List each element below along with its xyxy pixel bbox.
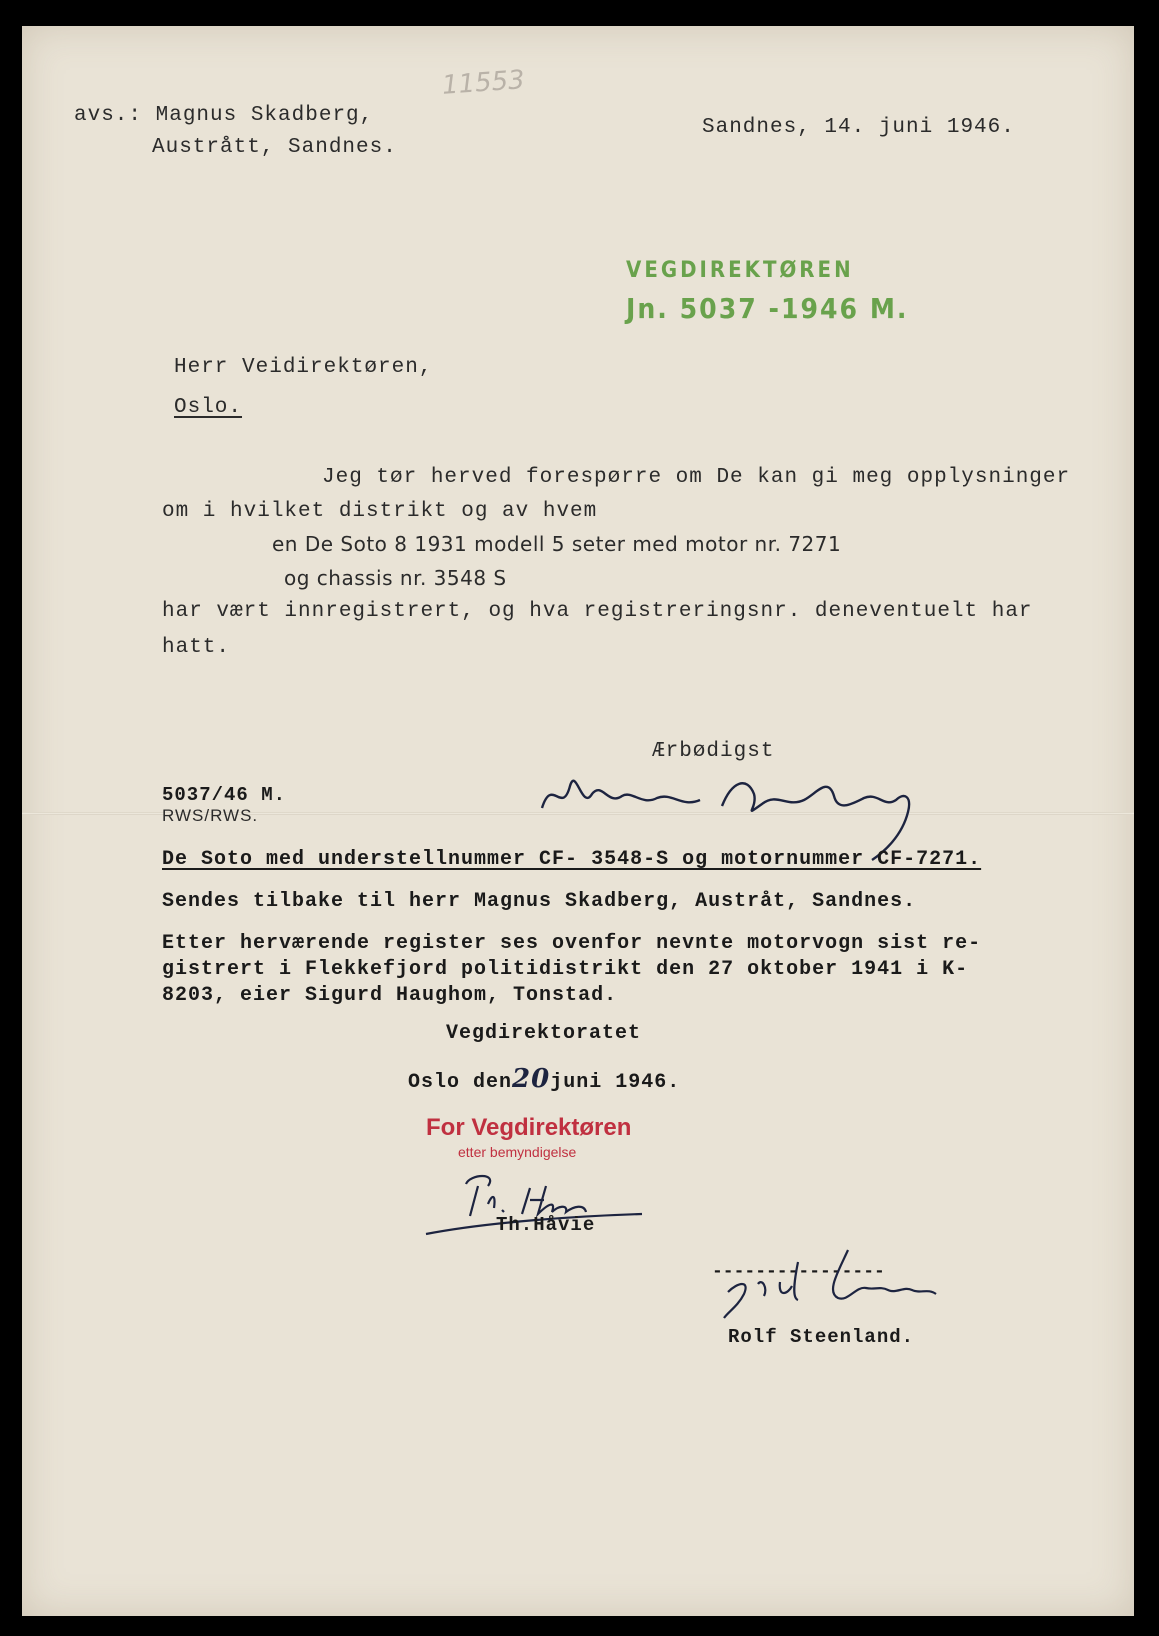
signature-line: ----------------: [712, 1262, 885, 1282]
reply-reference-2: RWS/RWS.: [162, 806, 259, 825]
sender-line-1: avs.: Magnus Skadberg,: [74, 104, 374, 127]
reply-date-prefix: Oslo den: [408, 1071, 513, 1094]
stamp-title: VEGDIREKTØREN: [626, 258, 854, 283]
date-line: Sandnes, 14. juni 1946.: [702, 116, 1015, 139]
reply-subject: De Soto med understellnummer CF- 3548-S og motornummer CF-7271.: [162, 848, 982, 871]
recipient-line-2: Oslo.: [174, 396, 243, 419]
archive-number: 11553: [441, 65, 526, 101]
reply-date: [408, 1064, 680, 1094]
body-line-6: hatt.: [162, 636, 231, 659]
red-stamp-title: For Vegdirektøren: [426, 1114, 632, 1141]
body-line-4: og chassis nr. 3548 S: [284, 566, 507, 590]
steenland-name: Rolf Steenland.: [728, 1326, 915, 1348]
reply-reference-1: 5037/46 M.: [162, 784, 287, 806]
reply-line-4: 8203, eier Sigurd Haughom, Tonstad.: [162, 984, 618, 1007]
sender-signature-text: Magnus Skadberg.: [572, 836, 582, 837]
havie-signature-text: Th. Hävie: [418, 1164, 424, 1165]
body-line-1: Jeg tør herved forespørre om De kan gi meg opplysninger: [322, 466, 1071, 489]
reply-line-1: Sendes tilbake til herr Magnus Skadberg, Austråt, Sandnes.: [162, 890, 917, 913]
body-line-2: om i hvilket distrikt og av hvem: [162, 500, 598, 523]
recipient-line-1: Herr Veidirektøren,: [174, 356, 433, 379]
sender-line-2: Austrått, Sandnes.: [152, 136, 397, 159]
reply-organization: Vegdirektoratet: [446, 1022, 642, 1045]
closing: Ærbødigst: [652, 740, 775, 763]
body-line-3: en De Soto 8 1931 modell 5 seter med motor nr. 7271: [272, 532, 842, 556]
stamp-journal-number: Jn. 5037 -1946 M.: [626, 292, 909, 325]
body-line-5: har vært innregistrert, og hva registreringsnr. deneventuelt har: [162, 600, 1033, 623]
reply-line-2: Etter herværende register ses ovenfor nevnte motorvogn sist re-: [162, 932, 982, 955]
steenland-signature-text: Rolf Steenland: [698, 1242, 707, 1243]
letter-page: [22, 26, 1134, 1616]
reply-date-day: 20: [512, 1064, 551, 1094]
reply-date-suffix: juni 1946.: [550, 1071, 681, 1094]
steenland-signature: [698, 1242, 958, 1332]
reply-line-3: gistrert i Flekkefjord politidistrikt den 27 oktober 1941 i K-: [162, 958, 969, 981]
red-stamp-subtitle: etter bemyndigelse: [458, 1144, 577, 1160]
havie-name: Th.Håvie: [496, 1214, 596, 1236]
